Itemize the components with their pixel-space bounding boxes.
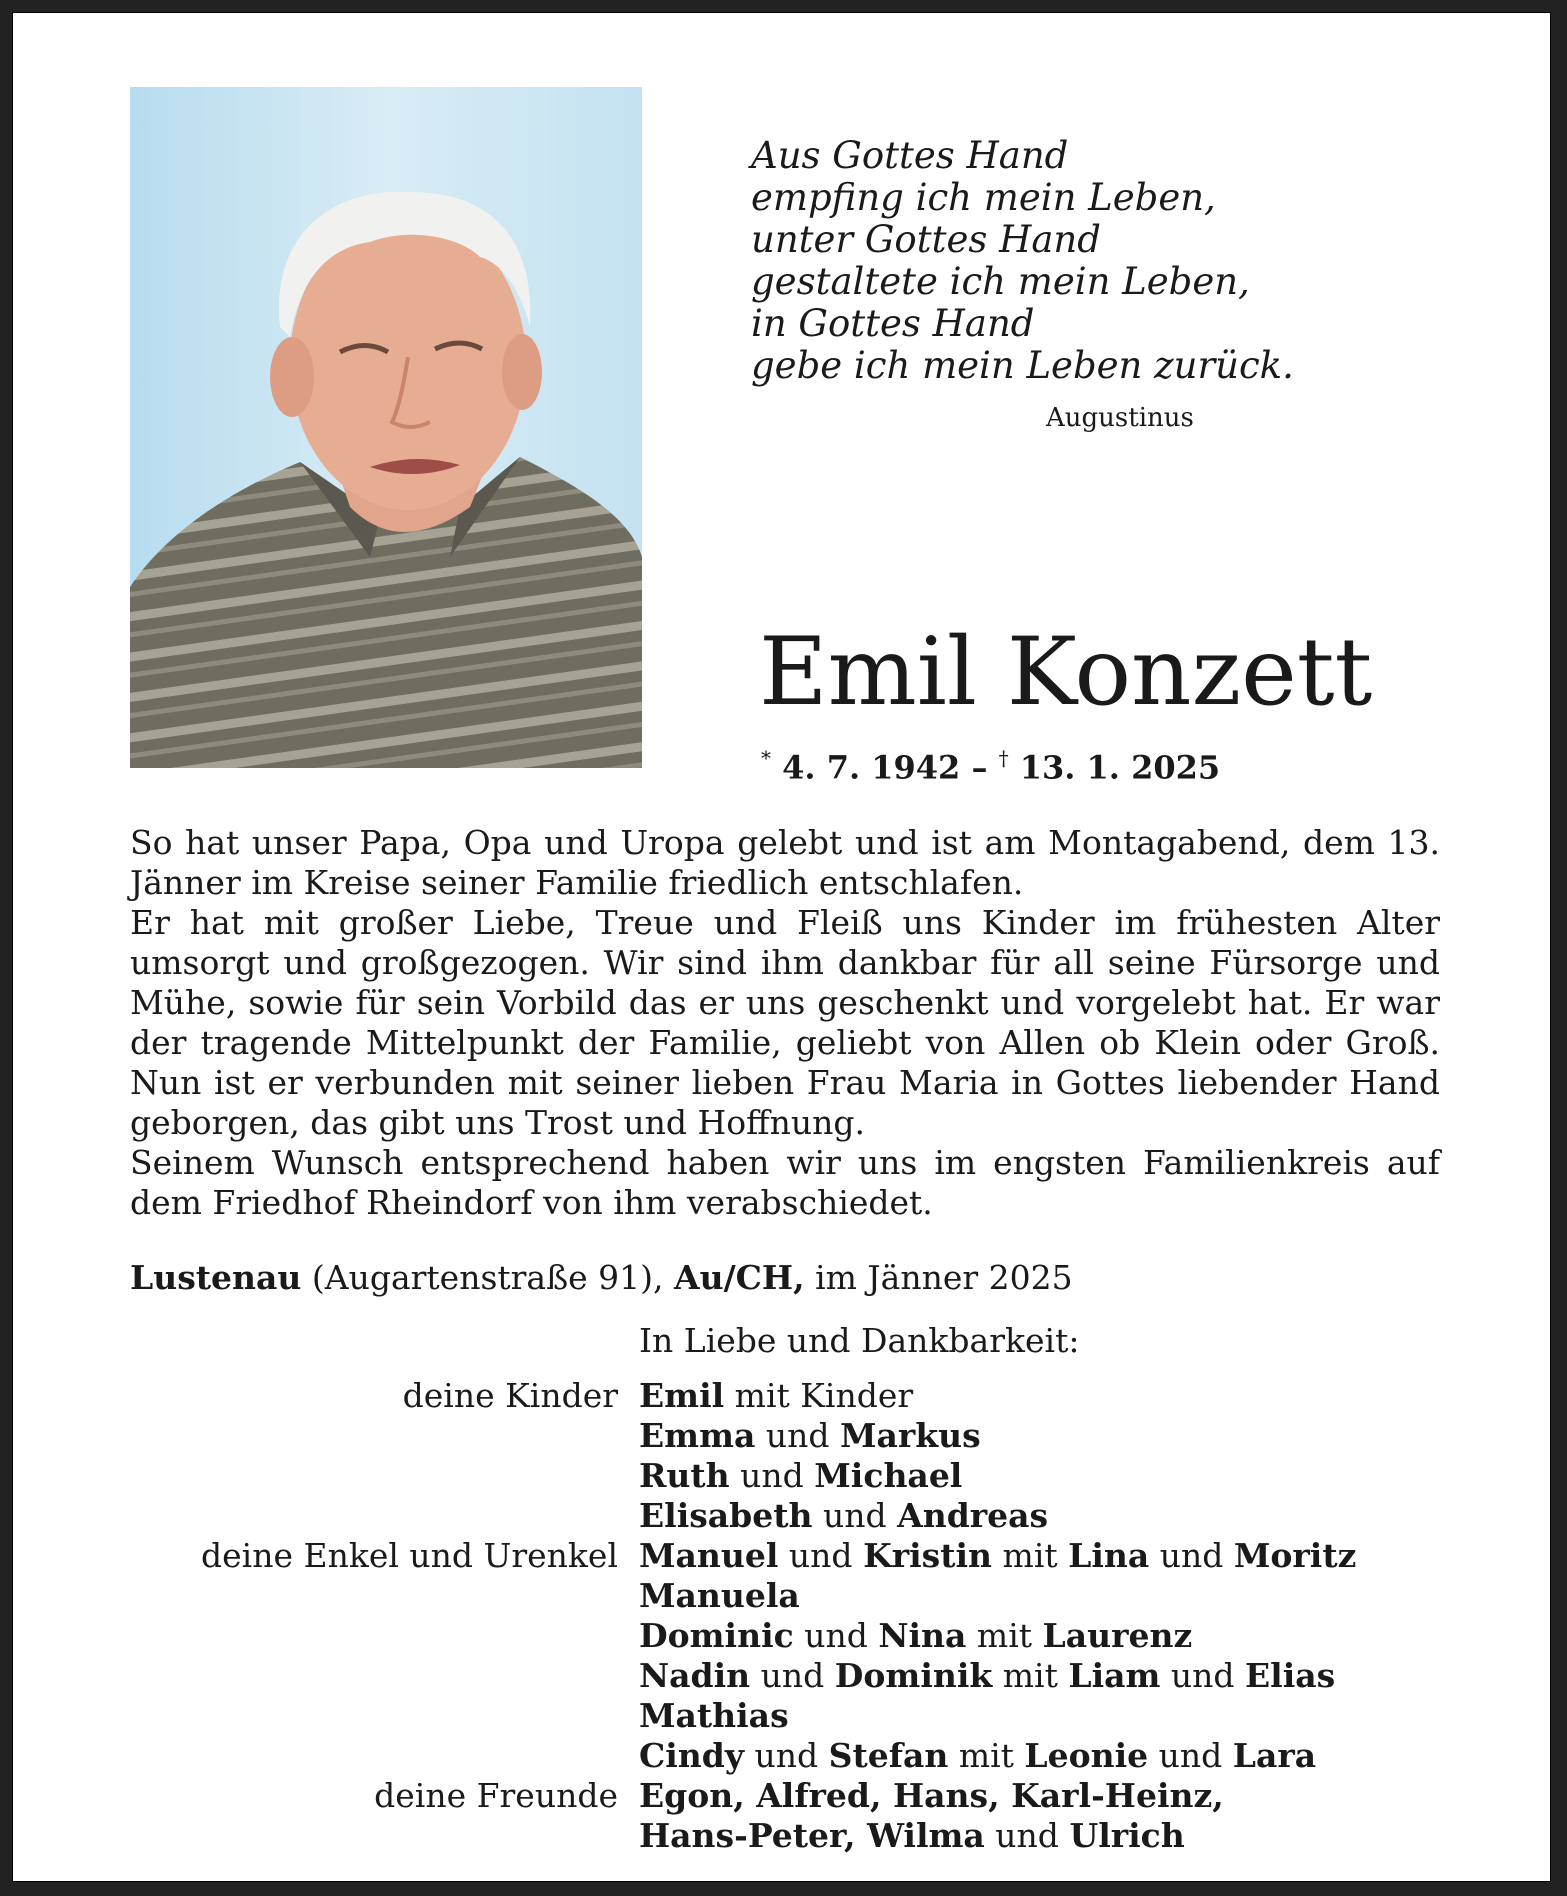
obituary-text: [130, 823, 1440, 1223]
birth-date: 4. 7. 1942: [782, 748, 961, 787]
mourner-connector: und: [729, 1456, 815, 1495]
mourner-connector: und: [778, 1536, 864, 1575]
mourner-line: [639, 1696, 1356, 1736]
mourner-name: Mathias: [639, 1696, 789, 1735]
quote-line: in Gottes Hand: [751, 302, 1035, 345]
mourner-connector: mit: [966, 1616, 1043, 1655]
mourner-name: Laurenz: [1042, 1616, 1193, 1655]
quote-author: Augustinus: [1046, 403, 1194, 433]
mourner-name: Dominik: [834, 1656, 993, 1695]
birth-symbol: *: [761, 746, 771, 770]
mourner-connector: mit: [992, 1656, 1069, 1695]
mourner-line: [639, 1616, 1356, 1656]
mourner-line: [639, 1816, 1356, 1856]
paragraph: Er hat mit großer Liebe, Treue und Fleiß uns Kinder im frühesten Alter umsorgt und großgezogen. Wir sind ihm dankbar für all seine Fürsorge und Mühe, sowie für sein Vorbild das er uns geschenkt und vorgelebt hat. Er war der tragende Mittelpunkt der Familie, geliebt von Allen ob Klein oder Groß. Nun ist er verbunden mit seiner lieben Frau Maria in Gottes liebender Hand geborgen, das gibt uns Trost und Hoffnung.: [130, 903, 1440, 1142]
mourner-connector: und: [1148, 1736, 1233, 1775]
mourner-name: Lara: [1232, 1736, 1317, 1775]
mourner-name: Kristin: [863, 1536, 993, 1575]
portrait-photo: [130, 87, 642, 768]
mourner-name: Stefan: [828, 1736, 949, 1775]
mourner-name: Elisabeth: [639, 1496, 813, 1535]
mourner-name: Nadin: [639, 1656, 751, 1695]
relation-freunde: deine Freunde: [374, 1776, 618, 1815]
place-date: im Jänner 2025: [804, 1258, 1073, 1297]
obituary-notice: [12, 12, 1551, 1882]
mourner-name: Moritz: [1233, 1536, 1357, 1575]
mourner-name: Dominic: [639, 1616, 794, 1655]
mourner-connector: mit: [948, 1736, 1025, 1775]
mourner-name: Liam: [1068, 1656, 1161, 1695]
mourner-line: [639, 1376, 1356, 1416]
mourner-connector: und: [793, 1616, 879, 1655]
mourner-line: [639, 1576, 1356, 1616]
mourner-line: [639, 1456, 1356, 1496]
mourner-connector: und: [984, 1816, 1070, 1855]
quote-line: Aus Gottes Hand: [751, 134, 1069, 177]
mourner-name: Manuel: [639, 1536, 779, 1575]
mourner-name: Markus: [840, 1416, 981, 1455]
place-town: Lustenau: [130, 1258, 302, 1297]
mourner-connector: und: [755, 1416, 840, 1455]
mourner-name: Ruth: [639, 1456, 730, 1495]
quote-line: gestaltete ich mein Leben,: [751, 260, 1250, 303]
closing-phrase: In Liebe und Dankbarkeit:: [639, 1321, 1080, 1360]
mourner-connector: und: [744, 1736, 829, 1775]
quote-block: [751, 135, 1294, 387]
deceased-name: Emil Konzett: [759, 618, 1373, 727]
mourner-line: [639, 1536, 1356, 1576]
date-separator: –: [960, 748, 999, 787]
mourner-line: [639, 1416, 1356, 1456]
death-date: 13. 1. 2025: [1019, 748, 1221, 787]
quote-line: unter Gottes Hand: [751, 218, 1101, 261]
place-address: (Augartenstraße 91),: [301, 1258, 675, 1297]
mourner-connector: und: [1149, 1536, 1234, 1575]
mourner-name: Ulrich: [1069, 1816, 1185, 1855]
place-country: Au/CH,: [674, 1258, 805, 1297]
mourner-connector: mit Kinder: [724, 1376, 914, 1415]
mourner-connector: und: [1160, 1656, 1246, 1695]
relation-kinder: deine Kinder: [402, 1376, 618, 1415]
paragraph: Seinem Wunsch entsprechend haben wir uns im engsten Familienkreis auf dem Friedhof Rheindorf von ihm verabschiedet.: [130, 1143, 1440, 1222]
mourner-name: Lina: [1068, 1536, 1150, 1575]
mourner-name: Manuela: [639, 1576, 800, 1615]
mourner-name: Emma: [639, 1416, 756, 1455]
mourner-name: Michael: [814, 1456, 963, 1495]
mourner-line: [639, 1736, 1356, 1776]
mourner-name: Emil: [639, 1376, 725, 1415]
mourners-list: [639, 1376, 1356, 1856]
mourner-line: [639, 1656, 1356, 1696]
mourner-connector: und: [812, 1496, 898, 1535]
mourner-line: [639, 1496, 1356, 1536]
mourner-connector: mit: [992, 1536, 1069, 1575]
portrait-illustration: [130, 87, 642, 768]
life-dates: [761, 748, 1220, 787]
quote-line: empfing ich mein Leben,: [751, 176, 1216, 219]
mourner-connector: und: [750, 1656, 835, 1695]
paragraph: So hat unser Papa, Opa und Uropa gelebt und ist am Montagabend, dem 13. Jänner im Kreise seiner Familie friedlich entschlafen.: [130, 823, 1440, 902]
mourner-name: Egon, Alfred, Hans, Karl-Heinz,: [639, 1776, 1224, 1815]
mourner-name: Andreas: [897, 1496, 1049, 1535]
quote-line: gebe ich mein Leben zurück.: [751, 344, 1294, 387]
mourner-name: Cindy: [639, 1736, 745, 1775]
mourner-name: Elias: [1245, 1656, 1336, 1695]
mourner-line: [639, 1776, 1356, 1816]
relation-enkel: deine Enkel und Urenkel: [201, 1536, 618, 1575]
mourner-name: Hans-Peter, Wilma: [639, 1816, 985, 1855]
place-and-date: [130, 1258, 1073, 1298]
mourner-name: Leonie: [1024, 1736, 1149, 1775]
death-symbol: †: [998, 746, 1009, 770]
mourner-name: Nina: [878, 1616, 967, 1655]
